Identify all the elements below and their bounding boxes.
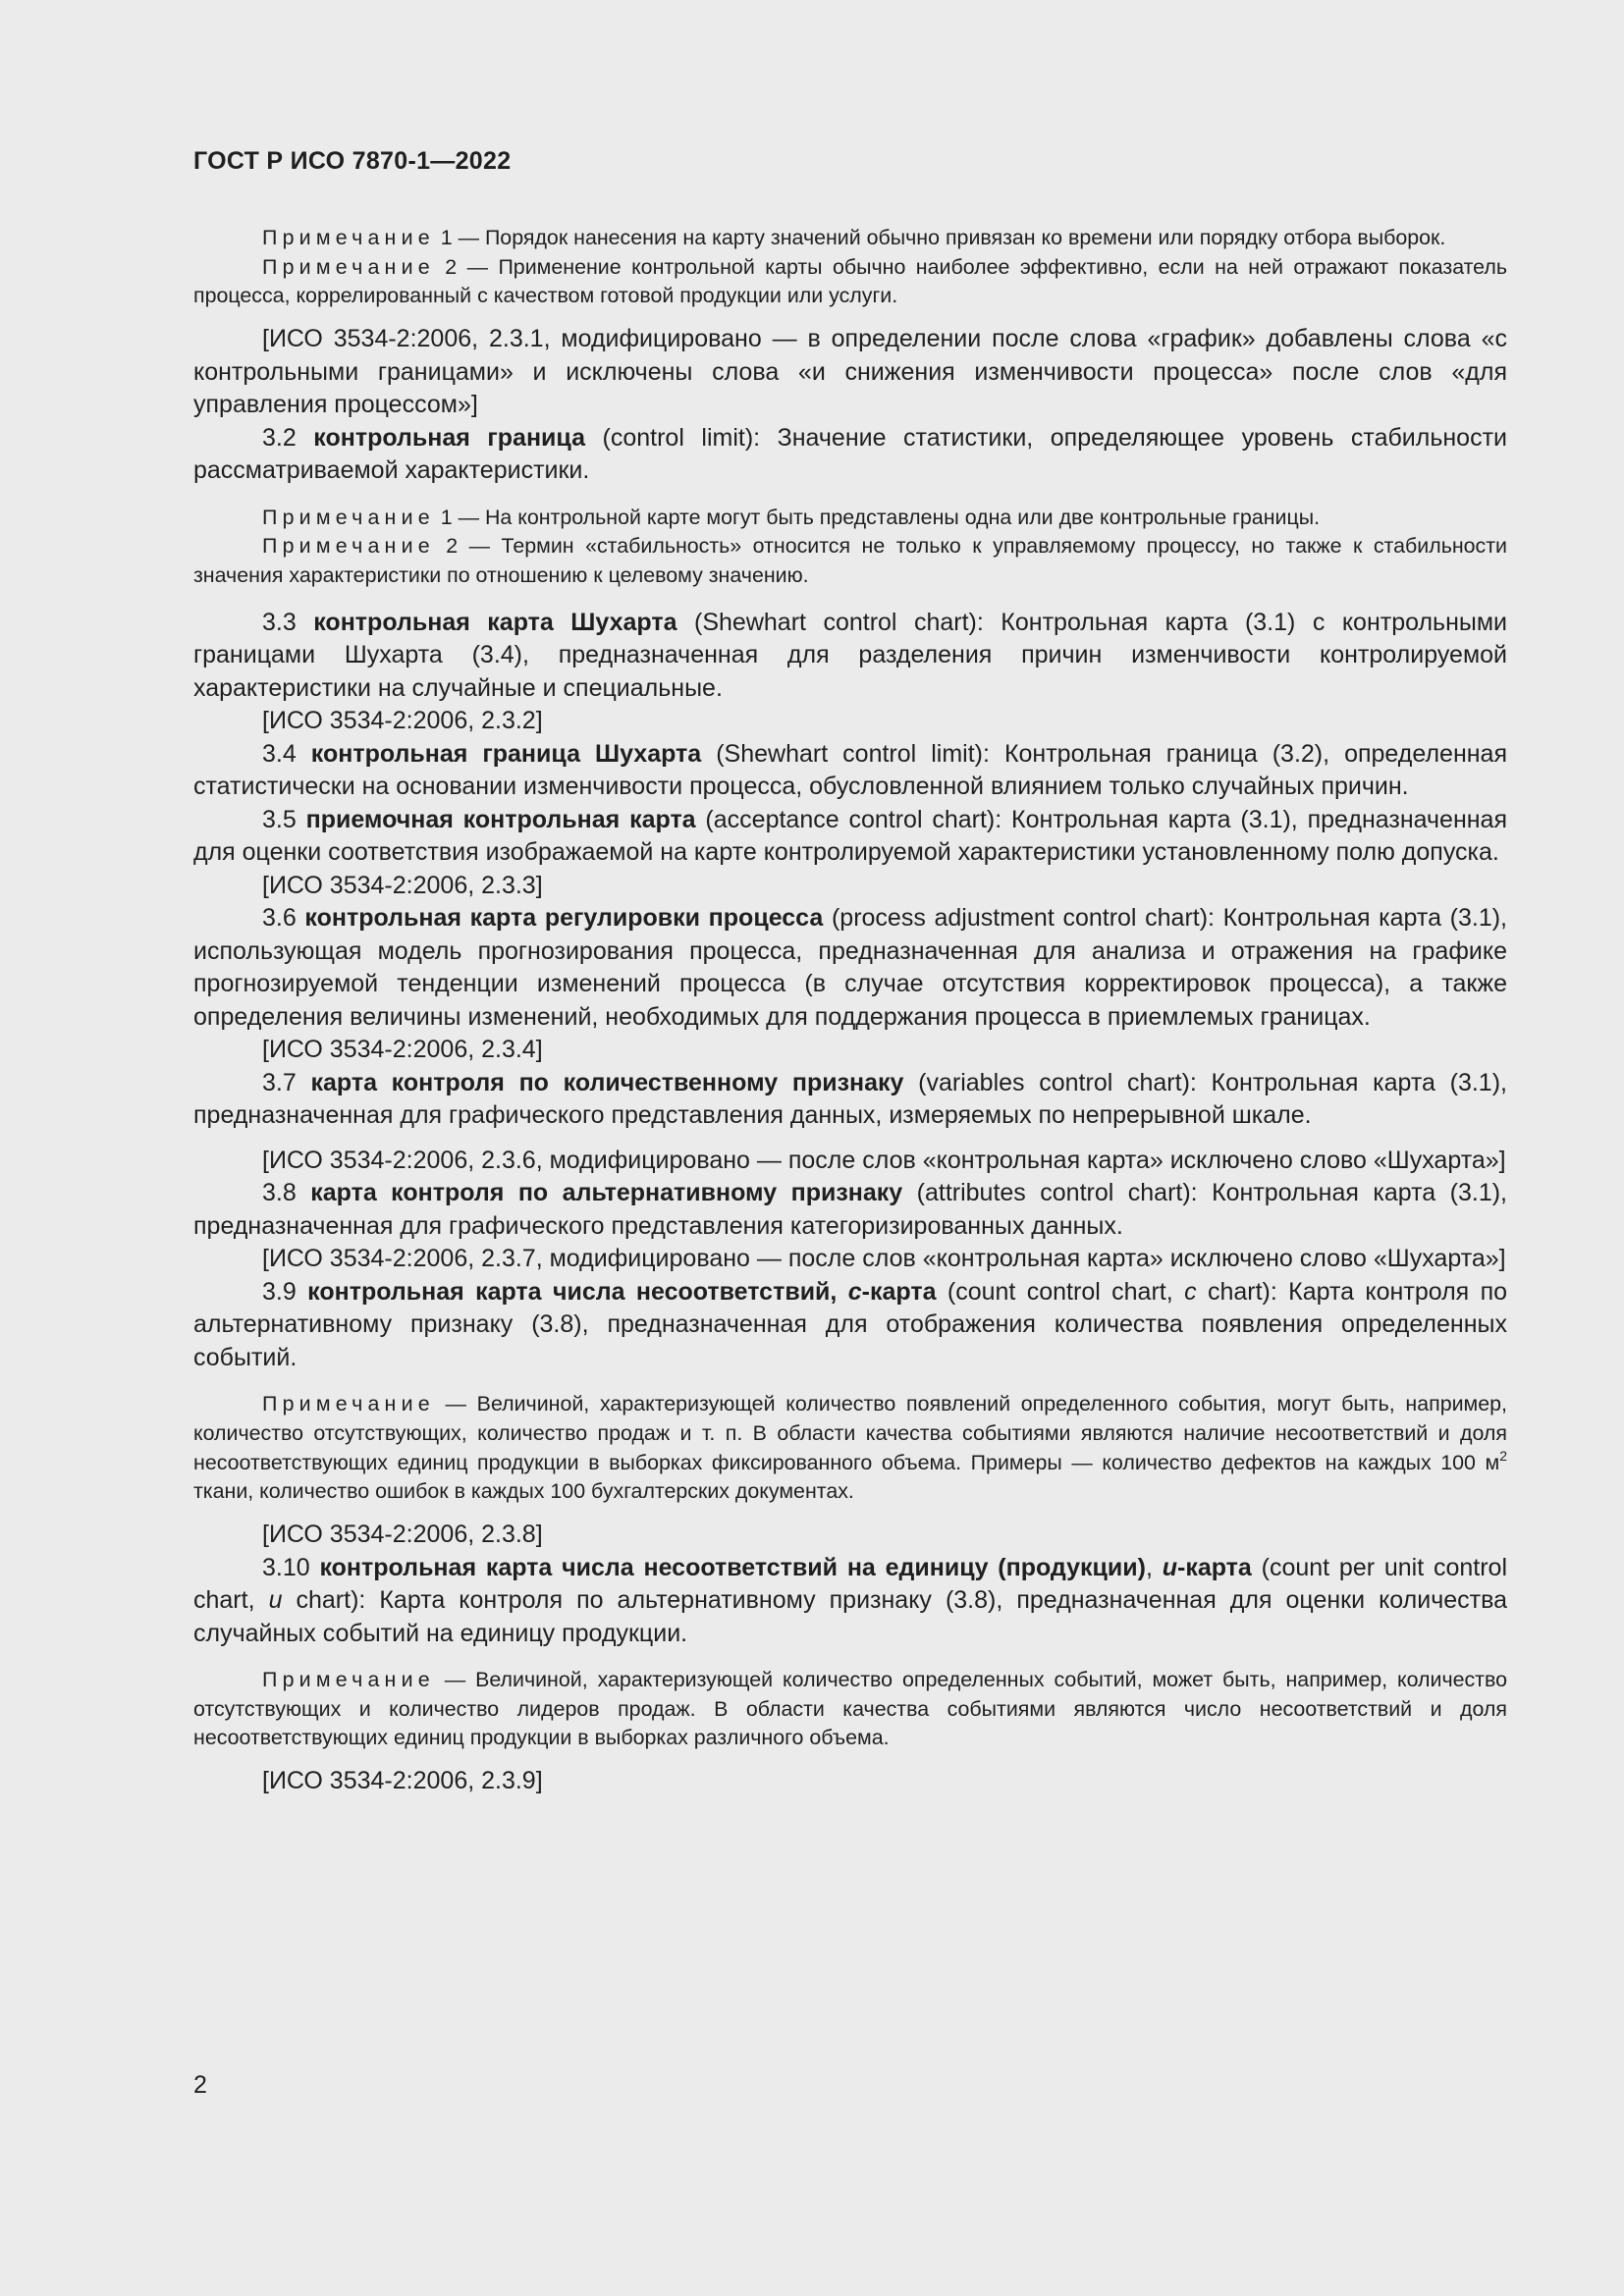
term-symbol: с xyxy=(847,1277,862,1306)
note-dash: — xyxy=(434,1668,476,1692)
note-dash: — xyxy=(434,1392,477,1416)
term-entry-3-6 xyxy=(193,902,1507,1034)
page-number: 2 xyxy=(193,2071,207,2099)
note-label: Примечание xyxy=(262,534,435,559)
term-name: контрольная карта числа несоответствий на единицу (продукции) xyxy=(319,1553,1146,1581)
note-paragraph xyxy=(193,224,1507,253)
term-definition: (Shewhart control chart): Контрольная карта (3.1) с контрольными границами Шухарта (3.4), предназначенная для разделения причин изменчивости контролируемой характеристики на случайные и специальные. xyxy=(193,608,1508,702)
note-text: Величиной, характеризующей количество определенных событий, может быть, например, количество отсутствующих и количество лидеров продаж. В области качества событиями являются число несоответствий и доля несоответствующих единиц продукции в выборках различного объема. xyxy=(193,1668,1507,1750)
term-name-part: -карта xyxy=(1177,1553,1252,1581)
note-paragraph xyxy=(193,504,1507,533)
term-entry-3-4 xyxy=(193,738,1507,804)
source-reference: [ИСО 3534-2:2006, 2.3.8] xyxy=(262,1521,543,1549)
note-text: Порядок нанесения на карту значений обычно привязан ко времени или порядку отбора выборок. xyxy=(484,226,1446,249)
source-reference: [ИСО 3534-2:2006, 2.3.7, модифицировано — после слов «контрольная карта» исключено слово «Шухарта»] xyxy=(262,1245,1506,1273)
note-text: ткани, количество ошибок в каждых 100 бухгалтерских документах. xyxy=(193,1479,854,1504)
note-paragraph xyxy=(193,532,1507,590)
term-separator: , xyxy=(1145,1553,1163,1581)
term-name-part: -карта xyxy=(861,1277,937,1306)
term-definition: (count per unit control chart, xyxy=(193,1553,1507,1615)
note-text: На контрольной карте могут быть представлены одна или две контрольные границы. xyxy=(484,505,1321,529)
term-symbol: c xyxy=(1184,1277,1197,1306)
term-definition: (variables control chart): Контрольная карта (3.1), предназначенная для графического представления данных, измеряемых по непрерывной шкале. xyxy=(193,1068,1507,1130)
term-name xyxy=(307,1278,936,1306)
note-number: 1 — xyxy=(434,226,485,249)
note-label: Примечание xyxy=(262,1668,435,1692)
term-name: карта контроля по альтернативному признаку xyxy=(310,1179,903,1207)
term-name: контрольная карта регулировки процесса xyxy=(304,904,824,933)
source-reference: [ИСО 3534-2:2006, 2.3.9] xyxy=(262,1767,543,1795)
term-entry-3-7 xyxy=(193,1067,1507,1133)
term-number: 3.5 xyxy=(262,805,306,833)
note-text: Термин «стабильность» относится не только к управляемому процессу, но также к стабильности значения характеристики по отношению к целевому значению. xyxy=(193,534,1507,588)
term-number: 3.6 xyxy=(262,904,305,933)
term-definition: (Shewhart control limit): Контрольная граница (3.2), определенная статистически на основании изменчивости процесса, обусловленной влиянием только случайных причин. xyxy=(193,739,1507,801)
source-reference: [ИСО 3534-2:2006, 2.3.2] xyxy=(262,707,543,735)
term-definition: (count control chart, xyxy=(936,1277,1185,1306)
note-paragraph xyxy=(193,1390,1507,1507)
note-label: Примечание xyxy=(262,1392,435,1416)
note-label: Примечание xyxy=(262,226,435,249)
term-definition: chart): Карта контроля по альтернативному признаку (3.8), предназначенная для оценки количества случайных событий на единицу продукции. xyxy=(193,1586,1507,1647)
term-number: 3.8 xyxy=(262,1179,311,1207)
note-text: Величиной, характеризующей количество появлений определенного события, могут быть, например, количество отсутствующих, количество продаж и т. п. В области качества событиями являются наличие несоответствий и доля несоответствующих единиц продукции в выборках фиксированного объема. Примеры — количество дефектов на каждых 100 м xyxy=(193,1392,1507,1474)
term-entry-3-3 xyxy=(193,607,1507,706)
term-number: 3.2 xyxy=(262,423,314,452)
term-name: контрольная карта Шухарта xyxy=(313,608,677,636)
term-name: приемочная контрольная карта xyxy=(305,805,696,833)
source-reference: [ИСО 3534-2:2006, 2.3.1, модифицировано — в определении после слова «график» добавлены слова «с контрольными границами» и исключены слова «и снижения изменчивости процесса» после слов «для управления процессом»] xyxy=(193,325,1507,419)
note-number: 1 — xyxy=(434,505,485,529)
term-symbol: u xyxy=(268,1586,283,1615)
note-number: 2 — xyxy=(434,534,502,559)
note-label: Примечание xyxy=(262,505,435,529)
document-header: ГОСТ Р ИСО 7870-1—2022 xyxy=(193,147,512,175)
term-name: контрольная граница Шухарта xyxy=(310,739,702,768)
source-reference: [ИСО 3534-2:2006, 2.3.3] xyxy=(262,871,543,899)
term-entry-3-8 xyxy=(193,1177,1507,1243)
term-name-part: контрольная карта числа несоответствий, xyxy=(307,1277,848,1306)
note-paragraph xyxy=(193,1666,1507,1753)
term-definition: (acceptance control chart): Контрольная карта (3.1), предназначенная для оценки соответствия изображаемой на карте контролируемой характеристики установленному полю допуска. xyxy=(193,805,1507,867)
term-name xyxy=(1163,1554,1252,1581)
note-label: Примечание xyxy=(262,254,435,279)
superscript: 2 xyxy=(1499,1447,1507,1464)
term-number: 3.4 xyxy=(262,739,311,768)
term-definition: (control limit): Значение статистики, определяющее уровень стабильности рассматриваемой характеристики. xyxy=(193,423,1507,485)
term-number: 3.10 xyxy=(262,1553,320,1581)
term-definition: (attributes control chart): Контрольная карта (3.1), предназначенная для графического представления категоризированных данных. xyxy=(193,1179,1508,1240)
term-entry-3-5 xyxy=(193,804,1507,870)
source-reference: [ИСО 3534-2:2006, 2.3.4] xyxy=(262,1036,543,1064)
term-definition: (process adjustment control chart): Контрольная карта (3.1), использующая модель прогнозирования процесса, предназначенная для анализа и отражения на графике прогнозируемой тенденции изменений процесса (в случае отсутствия корректировок процесса), а также определения величины изменений, необходимых для поддержания процесса в приемлемых границах. xyxy=(193,904,1507,1031)
note-paragraph xyxy=(193,253,1507,311)
note-text: Применение контрольной карты обычно наиболее эффективно, если на ней отражают показатель процесса, коррелированный с качеством готовой продукции или услуги. xyxy=(193,254,1507,308)
term-name: контрольная граница xyxy=(313,423,585,452)
term-definition: chart): Карта контроля по альтернативному признаку (3.8), предназначенная для отображения количества появления определенных событий. xyxy=(193,1277,1508,1371)
term-number: 3.3 xyxy=(262,608,314,636)
term-number: 3.9 xyxy=(262,1277,308,1306)
term-symbol: u xyxy=(1162,1553,1177,1581)
term-entry-3-10 xyxy=(193,1552,1507,1651)
term-number: 3.7 xyxy=(262,1068,311,1096)
source-reference: [ИСО 3534-2:2006, 2.3.6, модифицировано — после слов «контрольная карта» исключено слово «Шухарта»] xyxy=(262,1146,1506,1174)
note-number: 2 — xyxy=(434,254,499,279)
term-entry-3-9 xyxy=(193,1276,1507,1375)
term-name: карта контроля по количественному признаку xyxy=(310,1068,904,1096)
document-content xyxy=(193,224,1507,1798)
term-entry-3-2 xyxy=(193,422,1507,488)
